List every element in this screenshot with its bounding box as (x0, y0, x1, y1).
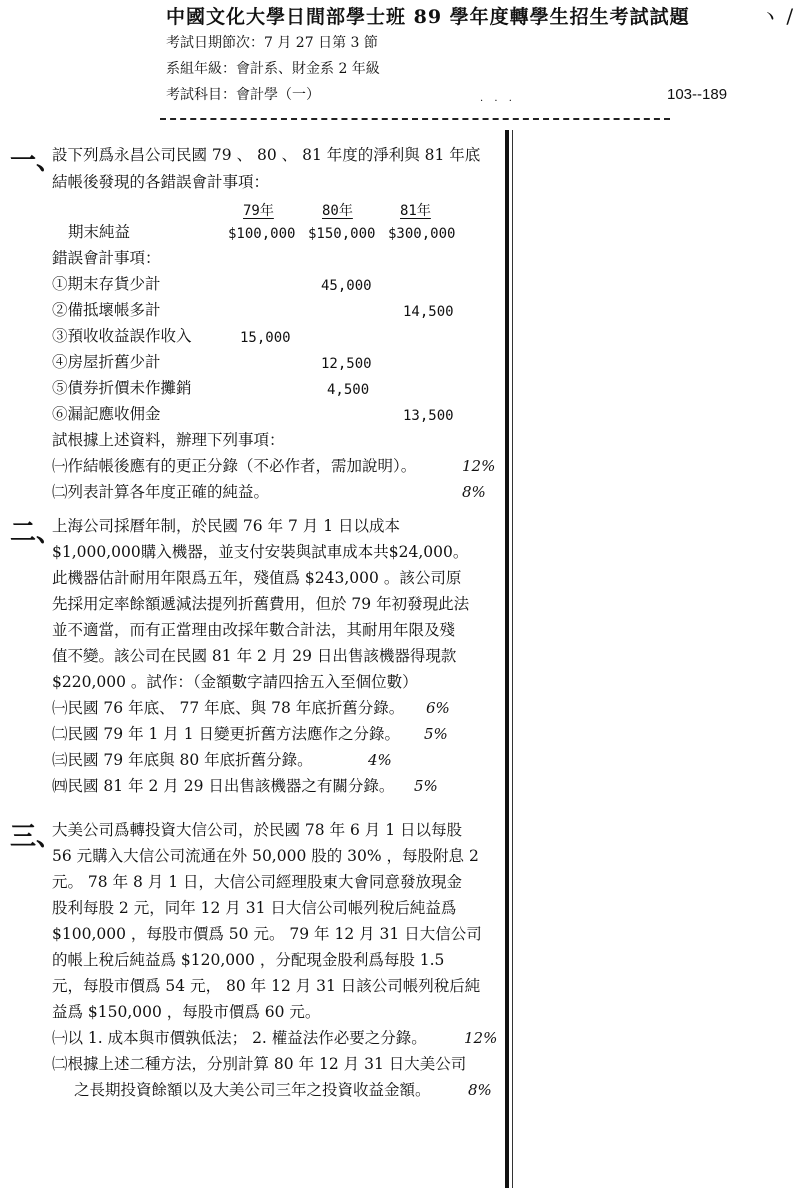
q1-year-80: 80年 (322, 203, 353, 219)
q1-error-value: 14,500 (403, 304, 454, 320)
q2-sub: ㈢民國 79 年底與 80 年底折舊分錄。 (52, 751, 313, 769)
exam-subject: 考試科目：會計學（一） (166, 87, 320, 103)
q2-line: 先採用定率餘額遞減法提列折舊費用，但於 79 年初發現此法 (52, 595, 470, 613)
q2-line: 上海公司採曆年制，於民國 76 年 7 月 1 日以成本 (52, 517, 401, 535)
q3-line: 大美公司爲轉投資大信公司，於民國 78 年 6 月 1 日以每股 (52, 821, 463, 839)
margin-line (505, 130, 509, 1188)
q1-error-label: ②備抵壞帳多計 (52, 301, 161, 319)
q2-sub: ㈠民國 76 年底、 77 年底、與 78 年底折舊分錄。 (52, 699, 405, 717)
q1-net-income-79: $100,000 (228, 226, 296, 242)
q2-line: 並不適當，而有正當理由改採年數合計法，其耐用年限及殘 (52, 621, 456, 639)
header-divider (160, 118, 670, 120)
q1-error-label: ⑤債券折價未作攤銷 (52, 379, 192, 397)
exam-date: 考試日期節次：7 月 27 日第 3 節 (166, 35, 378, 51)
q1-error-value: 12,500 (321, 356, 372, 372)
q3-sub2-score: 8% (468, 1081, 492, 1099)
q2-sub-score: 4% (368, 751, 392, 769)
q1-sub2: ㈡列表計算各年度正確的純益。 (52, 483, 270, 501)
corner-mark: ヽ / (760, 4, 794, 28)
exam-title: 中國文化大學日間部學士班 89 學年度轉學生招生考試試題 (166, 6, 690, 28)
q3-line: 元，每股市價爲 54 元， 80 年 12 月 31 日該公司帳列稅后純 (52, 977, 481, 995)
q1-error-label: ⑥漏記應收佣金 (52, 405, 161, 423)
q1-net-income-label: 期末純益 (68, 223, 131, 241)
q3-line: $100,000 ，每股市價爲 50 元。 79 年 12 月 31 日大信公司 (52, 925, 482, 943)
q3-line: 益爲 $150,000 ，每股市價爲 60 元。 (52, 1003, 321, 1021)
q1-year-81: 81年 (400, 203, 431, 219)
q3-line: 56 元購入大信公司流通在外 50,000 股的 30% ，每股附息 2 (52, 847, 479, 865)
q2-line: $1,000,000購入機器，並支付安裝與試車成本共$24,000。 (52, 543, 469, 561)
q2-sub-score: 5% (414, 777, 438, 795)
q1-error-value: 4,500 (327, 382, 370, 398)
dept-grade: 系組年級：會計系、財金系 2 年級 (166, 61, 380, 77)
q2-line: 值不變。該公司在民國 81 年 2 月 29 日出售該機器得現款 (52, 647, 457, 665)
q1-year-79: 79年 (243, 203, 274, 219)
q2-sub: ㈡民國 79 年 1 月 1 日變更折舊方法應作之分錄。 (52, 725, 401, 743)
q1-net-income-81: $300,000 (388, 226, 456, 242)
q2-line: $220,000 。試作：（金額數字請四捨五入至個位數） (52, 673, 418, 691)
q3-line: 元。 78 年 8 月 1 日，大信公司經理股東大會同意發放現金 (52, 873, 463, 891)
q3-sub1-score: 12% (464, 1029, 498, 1047)
q3-line: 股利每股 2 元，同年 12 月 31 日大信公司帳列稅后純益爲 (52, 899, 457, 917)
margin-line-inner (512, 130, 513, 1188)
q3-sub2-line2: 之長期投資餘額以及大美公司三年之投資收益金額。 (74, 1081, 431, 1099)
q2-number: 二、 (10, 518, 63, 548)
q1-error-label: ③預收收益誤作收入 (52, 327, 192, 345)
q3-sub1: ㈠以 1. 成本與市價孰低法； 2. 權益法作必要之分錄。 (52, 1029, 427, 1047)
q1-intro-line2: 結帳後發現的各錯誤會計事項： (52, 173, 270, 191)
q3-number: 三、 (10, 822, 63, 852)
q2-line: 此機器估計耐用年限爲五年，殘值爲 $243,000 。該公司原 (52, 569, 462, 587)
q1-error-value: 45,000 (321, 278, 372, 294)
q1-error-label: ①期末存貨少計 (52, 275, 161, 293)
q1-error-label: ④房屋折舊少計 (52, 353, 161, 371)
q1-intro-line1: 設下列爲永昌公司民國 79 、 80 、 81 年度的淨利與 81 年底 (52, 146, 481, 164)
q1-task: 試根據上述資料，辦理下列事項： (52, 431, 285, 449)
q1-sub1: ㈠作結帳後應有的更正分錄（不必作者，需加說明）。 (52, 457, 417, 475)
q3-line: 的帳上稅后純益爲 $120,000 ，分配現金股利爲每股 1.5 (52, 951, 445, 969)
q2-sub: ㈣民國 81 年 2 月 29 日出售該機器之有關分錄。 (52, 777, 395, 795)
q1-errors-label: 錯誤會計事項： (52, 249, 161, 267)
exam-code: 103--189 (667, 86, 728, 103)
q1-error-value: 13,500 (403, 408, 454, 424)
q2-sub-score: 6% (426, 699, 450, 717)
q3-sub2-line1: ㈡根據上述二種方法，分別計算 80 年 12 月 31 日大美公司 (52, 1055, 467, 1073)
q1-net-income-80: $150,000 (308, 226, 376, 242)
q1-sub1-score: 12% (462, 457, 496, 475)
q1-sub2-score: 8% (462, 483, 486, 501)
q2-sub-score: 5% (424, 725, 448, 743)
q1-number: 一、 (10, 146, 63, 176)
scan-dots: · · · (480, 96, 516, 107)
q1-error-value: 15,000 (240, 330, 291, 346)
